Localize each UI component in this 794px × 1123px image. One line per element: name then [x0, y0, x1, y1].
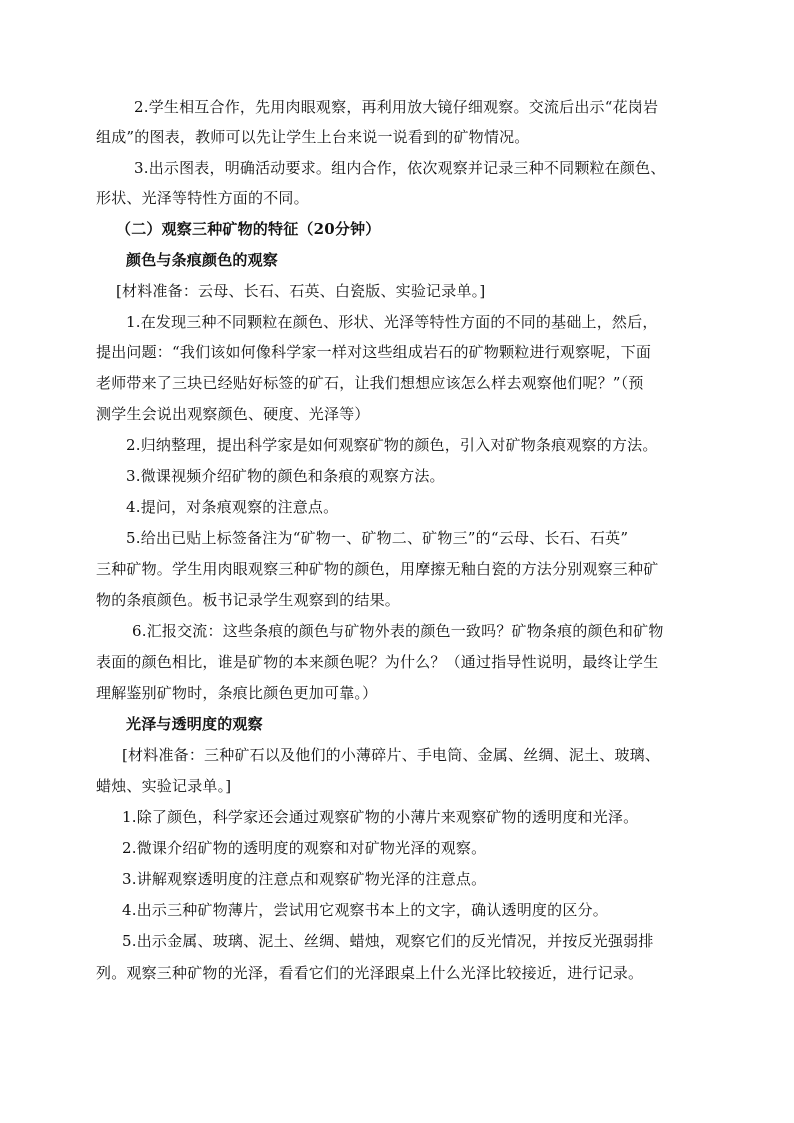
subsection-heading: 颜色与条痕颜色的观察	[126, 251, 279, 269]
paragraph-line: 3.微课视频介绍矿物的颜色和条痕的观察方法。	[126, 467, 445, 485]
paragraph-line: 1.除了颜色，科学家还会通过观察矿物的小薄片来观察矿物的透明度和光泽。	[122, 808, 639, 826]
paragraph-line: 4.提问，对条痕观察的注意点。	[126, 498, 339, 516]
paragraph-line: 5.给出已贴上标签备注为“矿物一、矿物二、矿物三”的“云母、长石、石英”	[126, 529, 629, 547]
paragraph-line: 6.汇报交流：这些条痕的颜色与矿物外表的颜色一致吗？矿物条痕的颜色和矿物	[132, 622, 664, 640]
paragraph-line: 提出问题：“我们该如何像科学家一样对这些组成岩石的矿物颗粒进行观察呢，下面	[96, 343, 652, 361]
paragraph-line: 列。观察三种矿物的光泽，看看它们的光泽跟桌上什么光泽比较接近，进行记录。	[96, 964, 644, 982]
paragraph-line: 2.归纳整理，提出科学家是如何观察矿物的颜色，引入对矿物条痕观察的方法。	[126, 436, 658, 454]
paragraph-line: 理解鉴别矿物时，条痕比颜色更加可靠。）	[96, 684, 378, 702]
subsection-heading: 光泽与透明度的观察	[126, 715, 263, 733]
paragraph-line: 2.学生相互合作，先用肉眼观察，再利用放大镜仔细观察。交流后出示“花岗岩	[134, 98, 659, 116]
paragraph-line: 形状、光泽等特性方面的不同。	[96, 189, 309, 207]
paragraph-line: 1.在发现三种不同颗粒在颜色、形状、光泽等特性方面的不同的基础上，然后，	[126, 313, 658, 331]
section-heading: （二）观察三种矿物的特征（20分钟）	[116, 220, 381, 238]
paragraph-line: 4.出示三种矿物薄片，尝试用它观察书本上的文字，确认透明度的区分。	[122, 901, 608, 919]
paragraph-line: 5.出示金属、玻璃、泥土、丝绸、蜡烛，观察它们的反光情况，并按反光强弱排	[122, 932, 654, 950]
paragraph-line: 物的条痕颜色。板书记录学生观察到的结果。	[96, 591, 401, 609]
paragraph-line: 2.微课介绍矿物的透明度的观察和对矿物光泽的观察。	[122, 839, 487, 857]
paragraph-line: 3.出示图表，明确活动要求。组内合作，依次观察并记录三种不同颗粒在颜色、	[134, 159, 666, 177]
paragraph-line: 表面的颜色相比，谁是矿物的本来颜色呢？为什么？（通过指导性说明，最终让学生	[96, 653, 659, 671]
paragraph-line: 组成”的图表，教师可以先让学生上台来说一说看到的矿物情况。	[96, 128, 530, 146]
materials-line: [材料准备：云母、长石、石英、白瓷版、实验记录单。]	[116, 282, 486, 300]
paragraph-line: 测学生会说出观察颜色、硬度、光泽等）	[96, 405, 370, 423]
paragraph-line: 三种矿物。学生用肉眼观察三种矿物的颜色，用摩擦无釉白瓷的方法分别观察三种矿	[96, 560, 659, 578]
materials-line: [材料准备：三种矿石以及他们的小薄碎片、手电筒、金属、丝绸、泥土、玻璃、	[122, 746, 661, 764]
materials-line: 蜡烛、实验记录单。]	[96, 777, 232, 795]
paragraph-line: 3.讲解观察透明度的注意点和观察矿物光泽的注意点。	[122, 870, 487, 888]
paragraph-line: 老师带来了三块已经贴好标签的矿石，让我们想想应该怎么样去观察他们呢？”（预	[96, 374, 644, 392]
